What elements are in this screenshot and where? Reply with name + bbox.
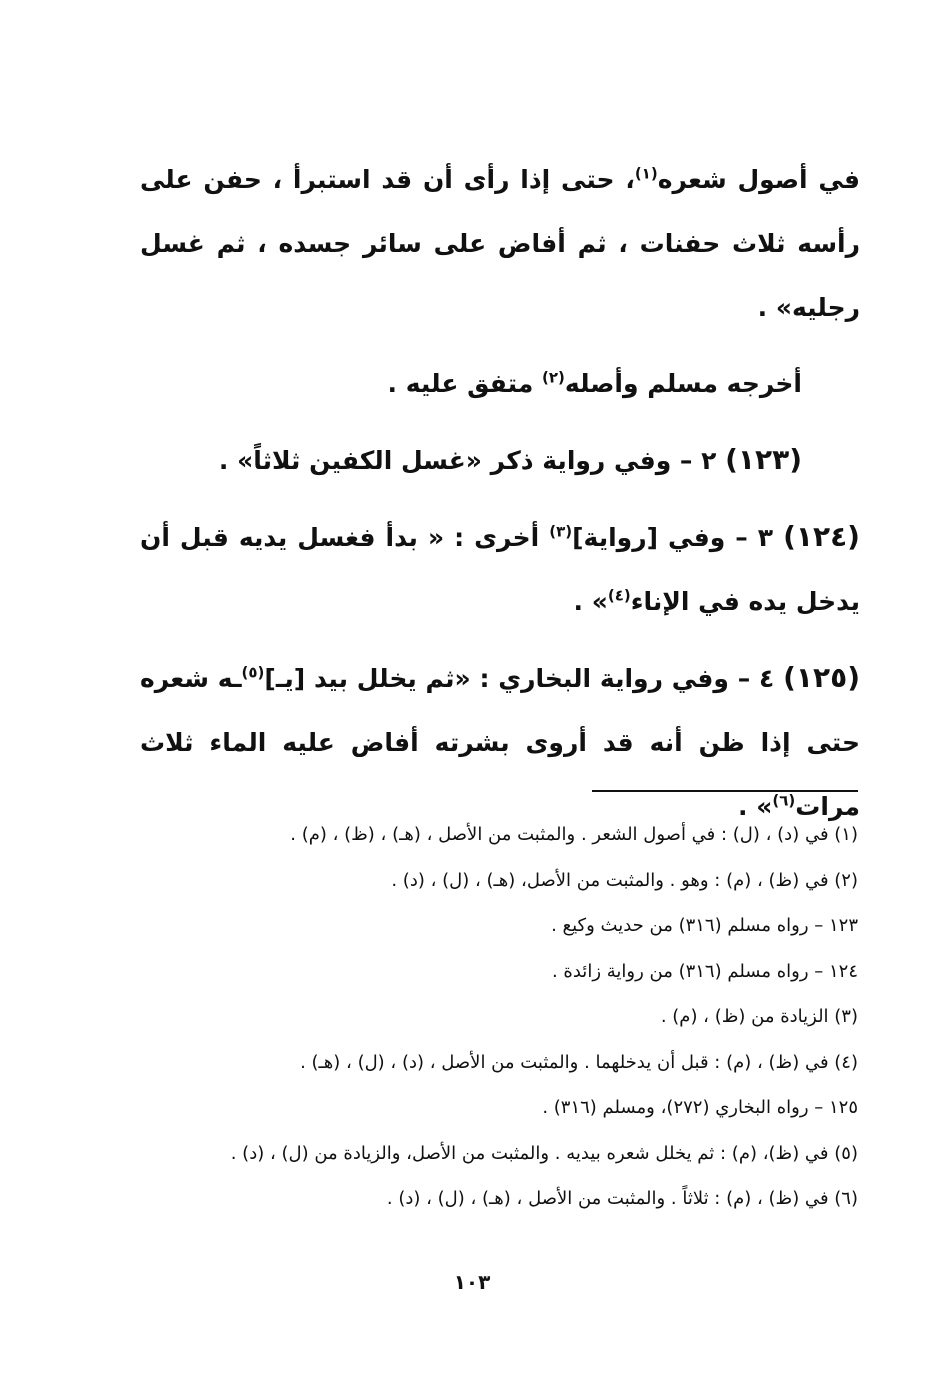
source-note-123: ١٢٣ – رواه مسلم (٣١٦) من حديث وكيع . — [551, 915, 858, 936]
footnote-ref-6: (٦) — [772, 791, 796, 810]
hadith-124-text-a: ٣ – وفي [رواية] — [572, 523, 774, 552]
hadith-125-text-c: » . — [738, 792, 773, 821]
hadith-number-123: (١٢٣) — [725, 443, 802, 476]
paragraph-1 — [140, 148, 860, 340]
hadith-125 — [140, 646, 860, 839]
main-text — [140, 148, 860, 851]
hadith-124-text-b: أخرى : « بدأ فغسل يديه قبل أن يدخل يده في الإناء — [140, 523, 860, 616]
source-note-124: ١٢٤ – رواه مسلم (٣١٦) من رواية زائدة . — [551, 960, 858, 982]
footnote-3: (٣) الزيادة من (ظ) ، (م) . — [660, 1006, 858, 1027]
hadith-124-text-c: » . — [573, 587, 608, 616]
footnote-ref-4: (٤) — [607, 586, 631, 605]
hadith-125-text-a: ٤ – وفي رواية البخاري : «ثم يخلل بيد [يـ] — [264, 664, 775, 693]
source-note-125: ١٢٥ – رواه البخاري (٢٧٢)، ومسلم (٣١٦) . — [542, 1097, 858, 1118]
hadith-123-text: ٢ – وفي رواية ذكر «غسل الكفين ثلاثاً» . — [218, 446, 717, 475]
footnote-5: (٥) في (ظ)، (م) : ثم يخلل شعره بيديه . والمثبت من الأصل، والزيادة من (ل) ، (د) . — [230, 1142, 858, 1164]
hadith-number-125: (١٢٥) — [783, 661, 860, 694]
paragraph-2-text-b: متفق عليه . — [387, 369, 534, 398]
footnote-4: (٤) في (ظ) ، (م) : قبل أن يدخلهما . والمثبت من الأصل ، (د) ، (ل) ، (هـ) . — [300, 1051, 858, 1073]
hadith-123 — [140, 428, 860, 493]
footnote-1: (١) في (د) ، (ل) : في أصول الشعر . والمثبت من الأصل ، (هـ) ، (ظ) ، (م) . — [290, 824, 858, 845]
footnote-6: (٦) في (ظ) ، (م) : ثلاثاً . والمثبت من الأصل ، (هـ) ، (ل) ، (د) . — [386, 1188, 858, 1209]
footnote-divider — [592, 790, 858, 792]
footnote-ref-2: (٢) — [542, 368, 565, 387]
hadith-125-text-b: ـه شعره حتى إذا ظن أنه قد أروى بشرته أفاض عليه الماء ثلاث مرات — [140, 664, 860, 821]
footnotes — [138, 812, 858, 1222]
page-number: ١٠٣ — [453, 1270, 491, 1294]
paragraph-1-text-b: ، حتى إذا رأى أن قد استبرأ ، حفن على رأسه ثلاث حفنات ، ثم أفاض على سائر جسده ، ثم غسل رجليه» . — [140, 165, 860, 322]
paragraph-1-text-a: في أصول شعره — [657, 165, 860, 194]
paragraph-2 — [140, 352, 860, 416]
footnote-ref-1: (١) — [634, 164, 658, 183]
footnote-2: (٢) في (ظ) ، (م) : وهو . والمثبت من الأصل، (هـ) ، (ل) ، (د) . — [391, 869, 858, 891]
footnote-ref-5: (٥) — [241, 663, 265, 682]
hadith-124 — [140, 505, 860, 634]
paragraph-2-text-a: أخرجه مسلم وأصله — [564, 369, 802, 398]
footnote-ref-3: (٣) — [549, 522, 573, 541]
hadith-number-124: (١٢٤) — [783, 520, 860, 553]
